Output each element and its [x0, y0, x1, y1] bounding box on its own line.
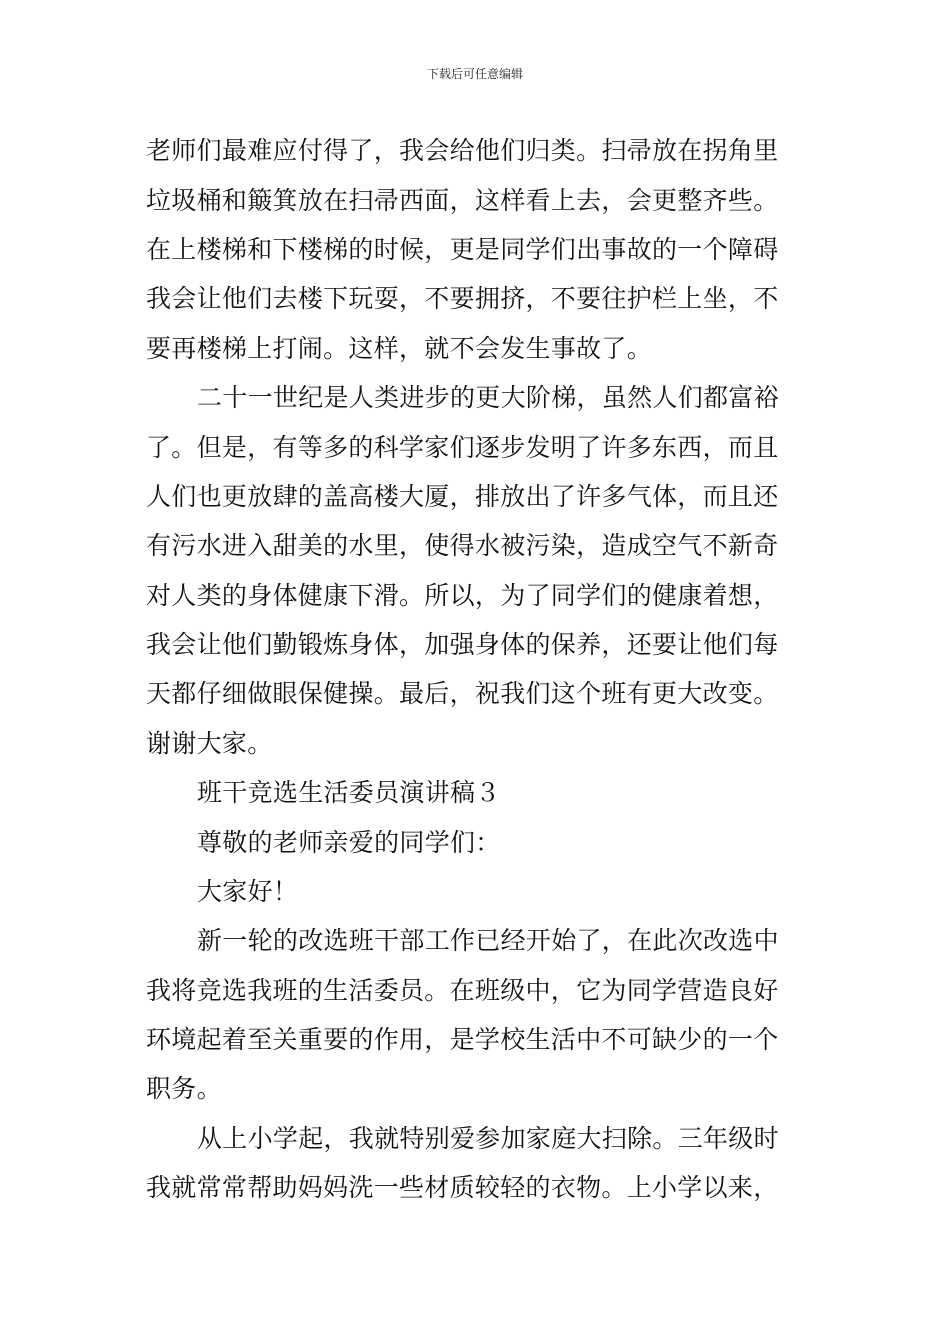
text-line: 天都仔细做眼保健操。最后，祝我们这个班有更大改变。	[146, 679, 779, 708]
salutation: 尊敬的老师亲爱的同学们：	[197, 828, 501, 857]
text-line: 我将竞选我班的生活委员。在班级中，它为同学营造良好	[146, 976, 779, 1005]
paragraph-first-line: 从上小学起，我就特别爱参加家庭大扫除。三年级时	[197, 1124, 779, 1153]
text-line: 环境起着至关重要的作用，是学校生活中不可缺少的一个	[146, 1025, 779, 1054]
section-title: 班干竞选生活委员演讲稿３	[197, 778, 501, 807]
text-line: 在上楼梯和下楼梯的时候，更是同学们出事故的一个障碍	[146, 235, 779, 264]
greeting: 大家好！	[197, 877, 299, 906]
text-line: 对人类的身体健康下滑。所以，为了同学们的健康着想，	[146, 581, 779, 610]
text-line: 人们也更放肆的盖高楼大厦，排放出了许多气体，而且还	[146, 482, 779, 511]
paragraph-first-line: 二十一世纪是人类进步的更大阶梯，虽然人们都富裕	[197, 383, 779, 412]
text-line: 我就常常帮助妈妈洗一些材质较轻的衣物。上小学以来，	[146, 1173, 779, 1202]
text-line: 有污水进入甜美的水里，使得水被污染，造成空气不新奇	[146, 531, 779, 560]
text-line: 垃圾桶和簸箕放在扫帚西面，这样看上去，会更整齐些。	[146, 186, 779, 215]
page-header-note: 下载后可任意编辑	[426, 67, 523, 81]
text-line: 我会让他们去楼下玩耍，不要拥挤，不要往护栏上坐，不	[146, 284, 779, 313]
paragraph-first-line: 新一轮的改选班干部工作已经开始了，在此次改选中	[197, 926, 779, 955]
text-line: 我会让他们勤锻炼身体，加强身体的保养，还要让他们每	[146, 630, 779, 659]
text-line: 老师们最难应付得了，我会给他们归类。扫帚放在拐角里	[146, 136, 779, 165]
text-line: 职务。	[146, 1074, 222, 1103]
text-line: 了。但是，有等多的科学家们逐步发明了许多东西，而且	[146, 433, 779, 462]
text-line: 谢谢大家。	[146, 729, 273, 758]
text-line: 要再楼梯上打闹。这样，就不会发生事故了。	[146, 334, 653, 363]
